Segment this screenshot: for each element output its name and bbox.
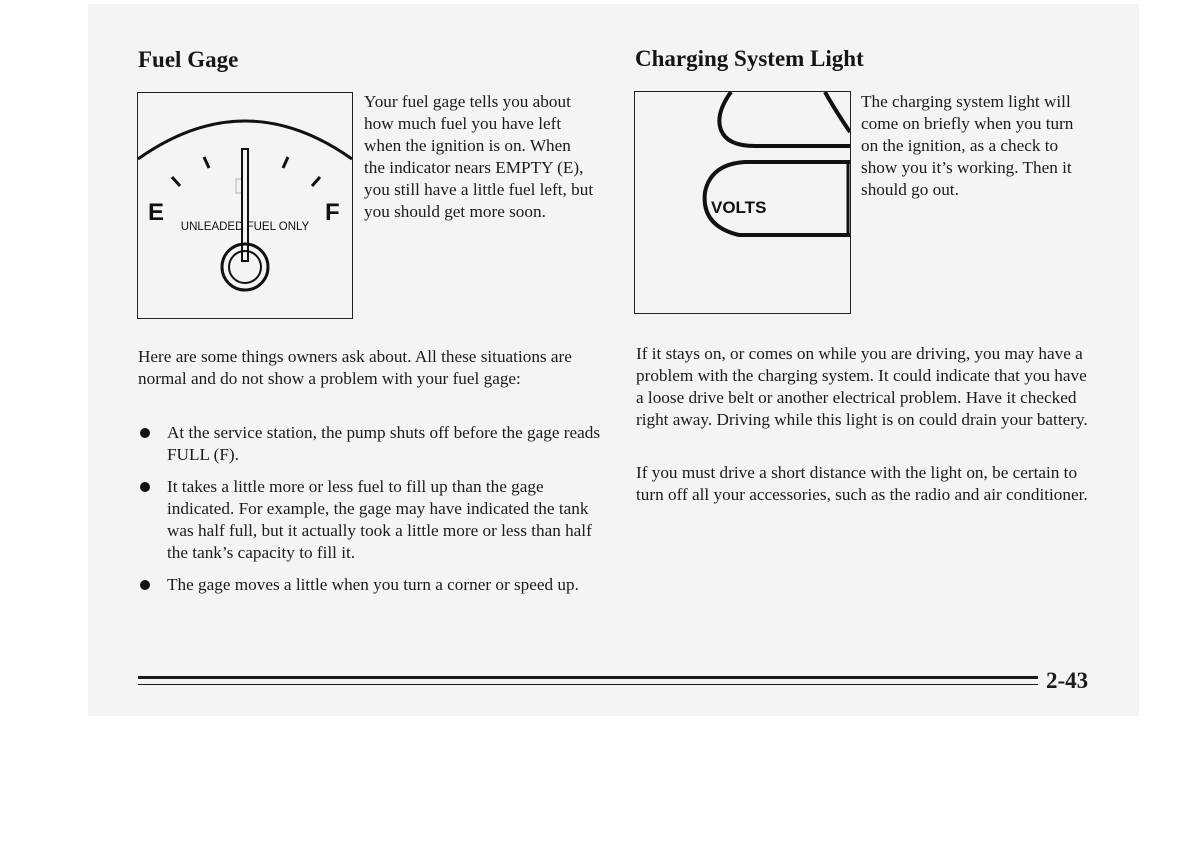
bullet-text: It takes a little more or less fuel to fill up than the gage indicated. For example, the gage may have indicated the tank was half full, but it actually took a little more or less than half the tank’s capacity to fill it. (167, 477, 592, 562)
list-item (138, 476, 608, 564)
bullet-icon (140, 482, 150, 492)
gauge-tick (283, 157, 288, 168)
gauge-full-label: F (325, 199, 340, 226)
charging-system-intro: The charging system light will come on briefly when you turn on the ignition, as a check to show you it’s working. Then it should go out. (861, 92, 1074, 199)
charging-system-paragraph-2: If you must drive a short distance with the light on, be certain to turn off all your accessories, such as the radio and air conditioner. (636, 463, 1088, 504)
charging-light-illustration (634, 91, 851, 314)
charging-system-heading: Charging System Light (635, 46, 864, 71)
fuel-gage-bullet-list (138, 422, 608, 606)
gauge-tick (172, 177, 180, 186)
gauge-empty-label: E (148, 199, 165, 226)
list-item (138, 574, 608, 596)
bullet-text: At the service station, the pump shuts off before the gage reads FULL (F). (167, 423, 601, 464)
fuel-gage-questions-intro: Here are some things owners ask about. All these situations are normal and do not show a problem with your fuel gage: (138, 347, 572, 388)
fuel-gage-heading: Fuel Gage (138, 47, 239, 72)
gauge-fuel-text: UNLEADED FUEL ONLY (180, 221, 310, 233)
fuel-gage-illustration (137, 92, 353, 319)
gauge-tick (312, 177, 320, 186)
gauge-tick (204, 157, 209, 168)
fuel-gage-intro: Your fuel gage tells you about how much fuel you have left when the ignition is on. When the indicator nears EMPTY (E), you still have a little fuel left, but you should get more soon. (364, 92, 594, 221)
charging-system-paragraph-1: If it stays on, or comes on while you are driving, you may have a problem with the charging system. It could indicate that you have a loose drive belt or another electrical problem. Have it checked right away. Driving while this light is on could drain your battery. (636, 344, 1088, 429)
footer-rule-bottom (138, 684, 1038, 685)
footer-rule-top (138, 676, 1038, 679)
volts-light-icon (635, 92, 850, 313)
list-item (138, 422, 608, 466)
bullet-icon (140, 580, 150, 590)
bullet-icon (140, 428, 150, 438)
page-number: 2-43 (1046, 668, 1089, 693)
fuel-gauge-icon (138, 93, 352, 318)
bullet-text: The gage moves a little when you turn a corner or speed up. (167, 575, 579, 594)
volts-label: VOLTS (711, 198, 767, 217)
